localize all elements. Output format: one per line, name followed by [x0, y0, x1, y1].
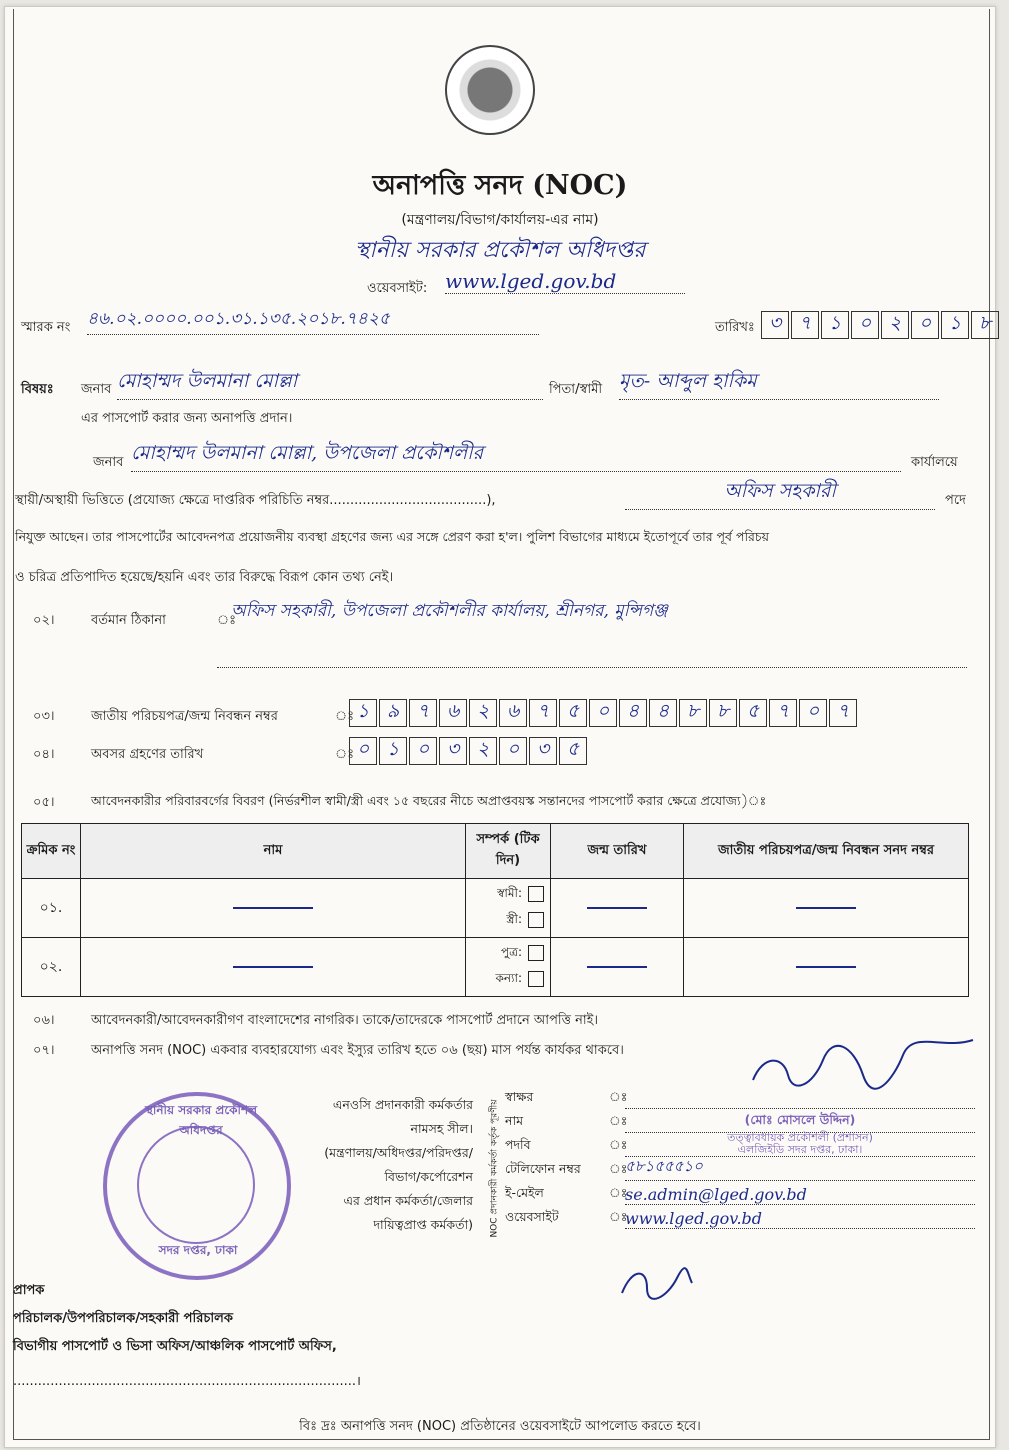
birthdate-cell	[551, 879, 684, 938]
col-serial: ক্রমিক নং	[22, 824, 81, 879]
nid-digit: ১	[349, 699, 377, 727]
signature-icon	[743, 1035, 983, 1095]
nid-digit: ৪	[649, 699, 677, 727]
table-row	[22, 879, 969, 938]
blank-dash	[233, 907, 313, 909]
subject-purpose: এর পাসপোর্ট করার জন্য অনাপত্তি প্রদান।	[81, 411, 293, 426]
nid-digit: ৭	[829, 699, 857, 727]
body-para-3: ও চরিত্র প্রতিপাদিত হয়েছে/হয়নি এবং তার বিরুদ্ধে বিরূপ কোন তথ্য নেই।	[15, 570, 394, 585]
date-digit: ৭	[791, 311, 819, 339]
field-label: স্বাক্ষর	[505, 1089, 534, 1104]
item-03-colon: ঃ	[335, 709, 355, 724]
relation-checkbox[interactable]	[528, 945, 544, 961]
col-relation: সম্পর্ক (টিক দিন)	[466, 824, 551, 879]
field-colon: ঃ	[609, 1137, 628, 1152]
blank-dash	[796, 966, 856, 968]
field-colon: ঃ	[609, 1113, 628, 1128]
father-name: মৃত- আব্দুল হাকিম	[619, 367, 939, 400]
father-label: পিতা/স্বামী	[549, 382, 603, 397]
field-email	[505, 1181, 975, 1205]
signatory-line: দায়িত্বপ্রাপ্ত কর্মকর্তা)	[373, 1217, 473, 1232]
nid-digit: ৪	[619, 699, 647, 727]
address-second-line	[217, 667, 967, 668]
date-digit: ১	[821, 311, 849, 339]
body-mr-label: জনাব	[93, 455, 124, 470]
field-colon: ঃ	[609, 1161, 628, 1176]
date-digit: ০	[851, 311, 879, 339]
post-suffix: পদে	[945, 493, 966, 508]
item-02-number: ০২।	[33, 613, 55, 628]
retirement-digit: ০	[409, 737, 437, 765]
retirement-digit: ২	[469, 737, 497, 765]
initial-signature-icon	[617, 1263, 697, 1303]
nid-digit: ৮	[709, 699, 737, 727]
subject-label: বিষয়ঃ	[21, 382, 54, 397]
stamp-bottom-text: সদর দপ্তর, ঢাকা	[158, 1243, 238, 1257]
nid-digit: ০	[589, 699, 617, 727]
blank-dash	[233, 966, 313, 968]
date-digit: ২	[881, 311, 909, 339]
relation-label: স্ত্রী:	[506, 912, 522, 926]
field-label: ই-মেইল	[505, 1185, 544, 1200]
recipient-line-3: ...................................................................................।	[13, 1374, 361, 1389]
relation-cell	[466, 879, 551, 938]
field-label: টেলিফোন নম্বর	[505, 1161, 581, 1176]
nid-cell	[684, 938, 969, 997]
signatory-name: (মোঃ মোসলে উদ্দিন)	[625, 1112, 975, 1133]
item-04-colon: ঃ	[335, 747, 355, 762]
item-04-number: ০৪।	[33, 747, 55, 762]
field-phone	[505, 1157, 975, 1181]
recipient-line-1: পরিচালক/উপপরিচালক/সহকারী পরিচালক	[13, 1311, 233, 1326]
signatory-line: (মন্ত্রণালয়/অধিদপ্তর/পরিদপ্তর/	[324, 1145, 473, 1160]
subject-mr-label: জনাব	[81, 382, 112, 397]
footer-note: বিঃ দ্রঃ অনাপত্তি সনদ (NOC) প্রতিষ্ঠানের ওয়েবসাইটে আপলোড করতে হবে।	[299, 1419, 701, 1434]
blank-dash	[587, 966, 647, 968]
government-seal-icon	[445, 45, 535, 135]
row-serial: ০১.	[22, 879, 81, 938]
phone-value: ৫৮১৫৫৫১০	[625, 1155, 975, 1181]
relation-checkbox[interactable]	[528, 886, 544, 902]
body-para-2: নিযুক্ত আছেন। তার পাসপোর্টের আবেদনপত্র প্রয়োজনীয় ব্যবস্থা গ্রহণের জন্য এর সঙ্গে প্রেরণ করা হ'ল। পুলিশ বিভাগের মাধ্যমে ইতোপূর্বে তার পূর্ব পরিচয়	[15, 529, 770, 544]
table-row	[22, 938, 969, 997]
item-06-number: ০৬।	[33, 1013, 55, 1028]
item-02-address: অফিস সহকারী, উপজেলা প্রকৌশলীর কার্যালয়, শ্রীনগর, মুন্সিগঞ্জ	[231, 601, 668, 621]
retirement-digit: ৩	[439, 737, 467, 765]
page-subtitle: (মন্ত্রণালয়/বিভাগ/কার্যালয়-এর নাম)	[401, 212, 599, 228]
retirement-digit: ০	[349, 737, 377, 765]
item-07-number: ০৭।	[33, 1043, 55, 1058]
birthdate-cell	[551, 938, 684, 997]
item-04-label: অবসর গ্রহণের তারিখ	[91, 747, 204, 762]
body-name-office: মোহাম্মদ উলমানা মোল্লা, উপজেলা প্রকৌশলীর	[131, 439, 901, 472]
nid-digit: ৭	[529, 699, 557, 727]
website-label: ওয়েবসাইট:	[367, 281, 428, 296]
office-suffix: কার্যালয়ে	[911, 455, 958, 470]
field-label: নাম	[505, 1113, 524, 1128]
retirement-digit: ০	[499, 737, 527, 765]
memo-value: ৪৬.০২.০০০০.০০১.৩১.১৩৫.২০১৮.৭৪২৫	[87, 306, 539, 335]
nid-digit: ০	[799, 699, 827, 727]
row-name-cell	[81, 879, 466, 938]
table-header-row	[22, 824, 969, 879]
nid-boxes	[349, 699, 859, 727]
field-label: ওয়েবসাইট	[505, 1209, 559, 1224]
email-value: se.admin@lged.gov.bd	[625, 1185, 975, 1205]
post-value: অফিস সহকারী	[625, 477, 935, 510]
row-name-cell	[81, 938, 466, 997]
signatory-fields	[505, 1085, 975, 1229]
stamp-office: এলজিইডি সদর দপ্তর, ঢাকা।	[625, 1144, 975, 1157]
relation-label: কন্যা:	[495, 971, 522, 985]
designation-stamp	[625, 1132, 975, 1157]
field-colon: ঃ	[609, 1089, 628, 1104]
nid-cell	[684, 879, 969, 938]
relation-checkbox[interactable]	[528, 912, 544, 928]
item-05-label: আবেদনকারীর পরিবারবর্গের বিবরণ (নির্ভরশীল স্বামী/স্ত্রী এবং ১৫ বছরের নীচে অপ্রাপ্তবয়স্ক সন্তানদের পাসপোর্ট করার ক্ষেত্রে প্রযোজ্য)ঃ	[91, 793, 767, 808]
recipient-title: প্রাপক	[13, 1283, 45, 1298]
website-value: www.lged.gov.bd	[445, 269, 685, 294]
family-table	[21, 823, 969, 997]
signatory-line: বিভাগ/কর্পোরেশন	[384, 1169, 473, 1184]
applicant-name: মোহাম্মদ উলমানা মোল্লা	[117, 367, 543, 400]
page-title: অনাপত্তি সনদ (NOC)	[372, 170, 628, 201]
item-05-number: ০৫।	[33, 795, 55, 810]
item-03-number: ০৩।	[33, 709, 55, 724]
field-colon: ঃ	[609, 1209, 628, 1224]
signatory-line: এনওসি প্রদানকারী কর্মকর্তার	[332, 1097, 473, 1112]
relation-label: স্বামী:	[497, 886, 522, 900]
field-colon: ঃ	[609, 1185, 628, 1200]
row-serial: ০২.	[22, 938, 81, 997]
date-digit: ৮	[971, 311, 999, 339]
nid-digit: ৬	[439, 699, 467, 727]
nid-digit: ৬	[499, 699, 527, 727]
item-07-label: অনাপত্তি সনদ (NOC) একবার ব্যবহারযোগ্য এবং ইস্যুর তারিখ হতে ০৬ (ছয়) মাস পর্যন্ত কার্যকর থাকবে।	[91, 1043, 624, 1058]
col-birthdate: জন্ম তারিখ	[551, 824, 684, 879]
item-03-label: জাতীয় পরিচয়পত্র/জন্ম নিবন্ধন নম্বর	[91, 709, 278, 724]
retirement-digit: ৩	[529, 737, 557, 765]
date-digit: ০	[911, 311, 939, 339]
document-page	[4, 6, 996, 1448]
nid-digit: ৭	[409, 699, 437, 727]
field-website	[505, 1205, 975, 1229]
basis-text: স্থায়ী/অস্থায়ী ভিত্তিতে (প্রযোজ্য ক্ষেত্রে দাপ্তরিক পরিচিতি নম্বর......................................),	[15, 493, 496, 508]
field-name	[505, 1109, 975, 1133]
blank-dash	[587, 907, 647, 909]
office-name: স্থানীয় সরকার প্রকৌশল অধিদপ্তর	[354, 238, 646, 263]
field-designation	[505, 1133, 975, 1157]
col-nid: জাতীয় পরিচয়পত্র/জন্ম নিবন্ধন সনদ নম্বর	[684, 824, 969, 879]
field-label: পদবি	[505, 1137, 531, 1152]
date-boxes	[761, 311, 1001, 339]
nid-digit: ৫	[739, 699, 767, 727]
signature-line	[625, 1094, 975, 1109]
nid-digit: ২	[469, 699, 497, 727]
item-06-label: আবেদনকারী/আবেদনকারীগণ বাংলাদেশের নাগরিক। তাকে/তাদেরকে পাসপোর্ট প্রদানে আপত্তি নাই।	[91, 1013, 599, 1028]
stamp-inner-ring	[137, 1126, 255, 1244]
signatory-line: এর প্রধান কর্মকর্তা/জেলার	[343, 1193, 473, 1208]
nid-digit: ৫	[559, 699, 587, 727]
nid-digit: ৭	[769, 699, 797, 727]
col-name: নাম	[81, 824, 466, 879]
recipient-line-2: বিভাগীয় পাসপোর্ট ও ভিসা অফিস/আঞ্চলিক পাসপোর্ট অফিস,	[13, 1339, 337, 1354]
signatory-description	[263, 1093, 473, 1237]
item-02-label: বর্তমান ঠিকানা	[91, 613, 166, 628]
memo-label: স্মারক নং	[21, 320, 71, 335]
relation-label: পুত্র:	[500, 945, 522, 959]
stamp-top-text: স্থানীয় সরকার প্রকৌশল অধিদপ্তর	[144, 1103, 258, 1137]
date-label: তারিখঃ	[715, 320, 755, 335]
blank-dash	[796, 907, 856, 909]
signatory-designation: তত্ত্বাবধায়ক প্রকৌশলী (প্রশাসন)	[727, 1131, 873, 1144]
vertical-noc-label: NOC প্রদানকারী কর্মকর্তা কর্তৃক পূরণীয়	[489, 1099, 500, 1238]
nid-digit: ৯	[379, 699, 407, 727]
retirement-digit: ১	[379, 737, 407, 765]
date-digit: ১	[941, 311, 969, 339]
signatory-line: নামসহ সীল।	[410, 1121, 473, 1136]
relation-cell	[466, 938, 551, 997]
date-digit: ৩	[761, 311, 789, 339]
retirement-date-boxes	[349, 737, 589, 765]
website-field-value: www.lged.gov.bd	[625, 1209, 975, 1229]
relation-checkbox[interactable]	[528, 971, 544, 987]
nid-digit: ৮	[679, 699, 707, 727]
item-02-colon: ঃ	[217, 613, 237, 628]
retirement-digit: ৫	[559, 737, 587, 765]
